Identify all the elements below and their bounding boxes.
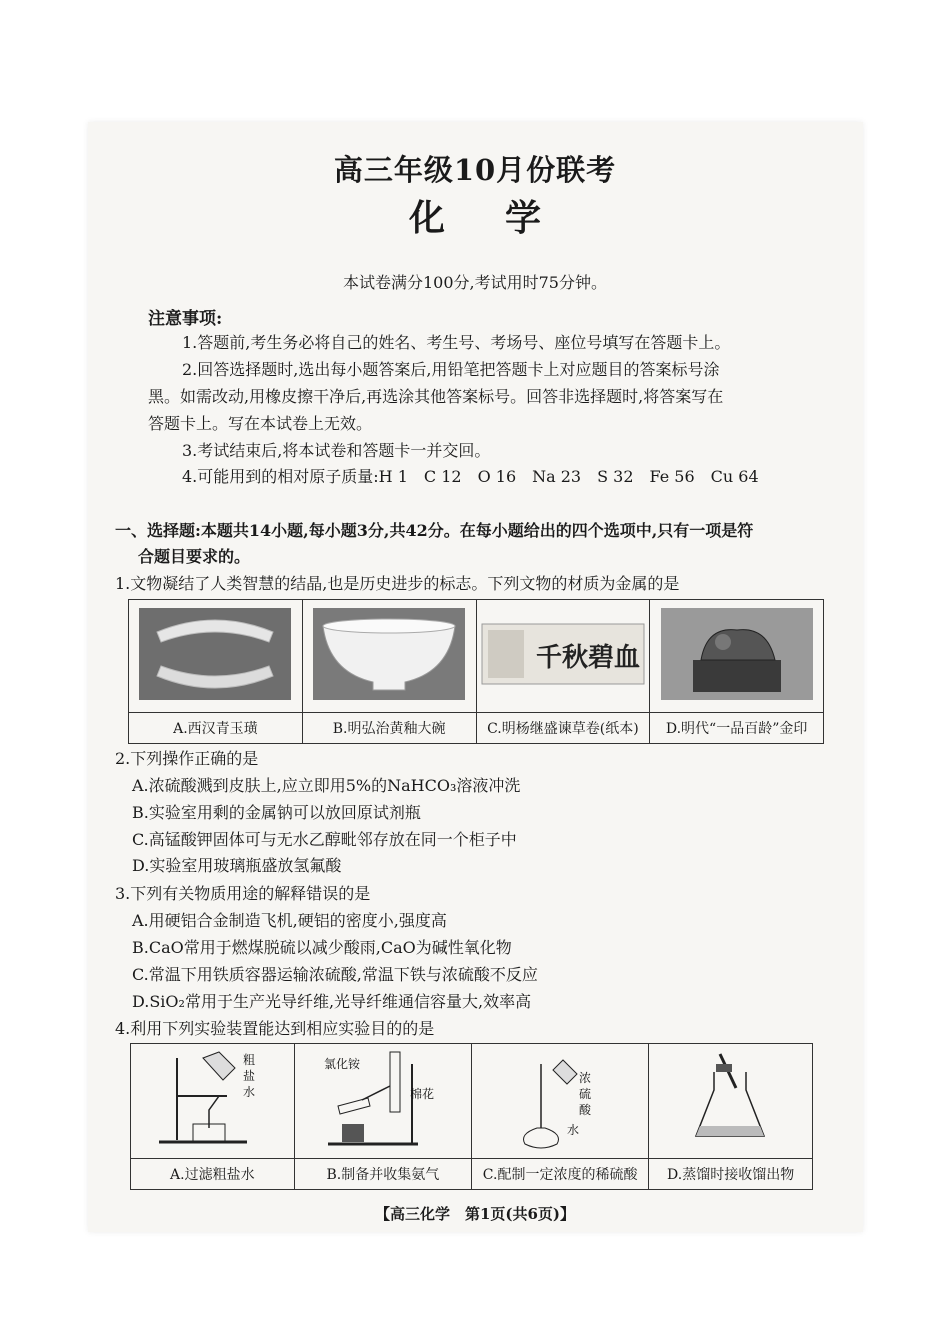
q4-caption-a: A.过滤粗盐水 <box>131 1159 295 1190</box>
gold-seal-image <box>650 600 824 713</box>
q2-option-a: A.浓硫酸溅到皮肤上,应立即用5%的NaHCO₃溶液冲洗 <box>132 776 521 795</box>
notice-item: 答题卡上。写在本试卷上无效。 <box>148 414 373 433</box>
exam-subtitle: 本试卷满分100分,考试用时75分钟。 <box>343 273 607 292</box>
dilution-apparatus <box>471 1044 648 1159</box>
subject-title: 化学 <box>408 197 601 239</box>
q3-option-d: D.SiO₂常用于生产光导纤维,光导纤维通信容量大,效率高 <box>132 992 532 1011</box>
question-4-stem: 4.利用下列实验装置能达到相应实验目的的是 <box>115 1019 435 1038</box>
label-cotton: 棉花 <box>409 1087 434 1101</box>
notice-item: 4.可能用到的相对原子质量:H 1 C 12 O 16 Na 23 S 32 Fe 56 Cu 64 <box>182 467 759 486</box>
q3-option-c: C.常温下用铁质容器运输浓硫酸,常温下铁与浓硫酸不反应 <box>132 965 538 984</box>
q2-option-b: B.实验室用剩的金属钠可以放回原试剂瓶 <box>132 803 421 822</box>
label-water: 水 <box>567 1123 580 1137</box>
label-shui: 水 <box>243 1085 256 1099</box>
label-ammonium-chloride: 氯化铵 <box>323 1057 360 1071</box>
q1-caption-c: C.明杨继盛谏草卷(纸本) <box>476 713 650 744</box>
distillation-receiver <box>649 1044 813 1159</box>
notice-item: 黑。如需改动,用橡皮擦干净后,再选涂其他答案标号。回答非选择题时,将答案写在 <box>148 387 724 406</box>
q1-caption-a: A.西汉青玉璜 <box>129 713 303 744</box>
q4-caption-c: C.配制一定浓度的稀硫酸 <box>471 1159 648 1190</box>
page-footer: 【高三化学 第1页(共6页)】 <box>374 1205 576 1223</box>
q1-caption-b: B.明弘治黄釉大碗 <box>302 713 476 744</box>
question-4-figure-table <box>130 1043 813 1190</box>
q2-option-c: C.高锰酸钾固体可与无水乙醇毗邻存放在同一个柜子中 <box>132 830 517 849</box>
notice-heading: 注意事项: <box>148 309 223 329</box>
section-heading: 一、选择题:本题共14小题,每小题3分,共42分。在每小题给出的四个选项中,只有一项是符 <box>115 521 754 540</box>
filtration-apparatus <box>131 1044 295 1159</box>
label-suan: 酸 <box>579 1103 592 1117</box>
label-yan: 盐 <box>243 1069 256 1083</box>
notice-item: 3.考试结束后,将本试卷和答题卡一并交回。 <box>182 441 491 460</box>
q4-caption-b: B.制备并收集氨气 <box>294 1159 471 1190</box>
q1-caption-d: D.明代“一品百龄”金印 <box>650 713 824 744</box>
ammonia-apparatus <box>294 1044 471 1159</box>
label-liu: 硫 <box>579 1087 592 1101</box>
label-cu: 粗 <box>243 1053 256 1067</box>
question-3-stem: 3.下列有关物质用途的解释错误的是 <box>115 884 371 903</box>
notice-item: 1.答题前,考生务必将自己的姓名、考生号、考场号、座位号填写在答题卡上。 <box>182 333 731 352</box>
jade-huang-image <box>129 600 303 713</box>
q4-caption-d: D.蒸馏时接收馏出物 <box>649 1159 813 1190</box>
notice-item: 2.回答选择题时,选出每小题答案后,用铅笔把答题卡上对应题目的答案标号涂 <box>182 360 720 379</box>
q3-option-a: A.用硬铝合金制造飞机,硬铝的密度小,强度高 <box>132 911 447 930</box>
exam-title: 高三年级10月份联考 <box>333 153 617 187</box>
q3-option-b: B.CaO常用于燃煤脱硫以减少酸雨,CaO为碱性氧化物 <box>132 938 512 957</box>
question-1-stem: 1.文物凝结了人类智慧的结晶,也是历史进步的标志。下列文物的材质为金属的是 <box>115 574 680 593</box>
question-1-figure-table <box>128 599 824 744</box>
label-nong: 浓 <box>579 1071 592 1085</box>
glazed-bowl-image <box>302 600 476 713</box>
section-heading-cont: 合题目要求的。 <box>138 547 251 566</box>
scroll-image <box>476 600 650 713</box>
scroll-calligraphy-text: 千秋碧血 <box>535 643 640 673</box>
question-2-stem: 2.下列操作正确的是 <box>115 749 259 768</box>
q2-option-d: D.实验室用玻璃瓶盛放氢氟酸 <box>132 856 342 875</box>
